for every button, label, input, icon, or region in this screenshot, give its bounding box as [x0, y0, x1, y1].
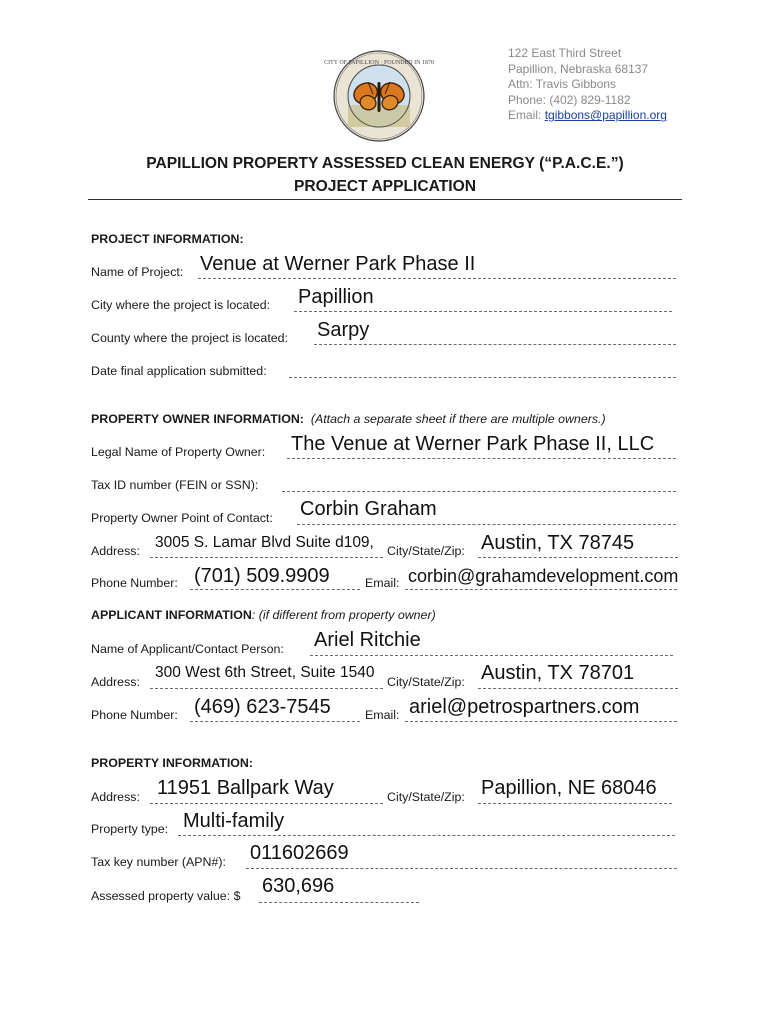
property-address-label: Address: — [91, 790, 140, 804]
property-address-field[interactable]: 11951 Ballpark Way — [157, 777, 334, 799]
assessed-value-line — [259, 902, 419, 903]
assessed-value-label: Assessed property value: $ — [91, 889, 241, 903]
project-county-field[interactable]: Sarpy — [317, 319, 370, 341]
address-line: 122 East Third Street — [508, 46, 622, 60]
applicant-csz-field[interactable]: Austin, TX 78701 — [481, 662, 635, 684]
owner-csz-label: City/State/Zip: — [387, 544, 465, 558]
assessed-value-field[interactable]: 630,696 — [262, 875, 335, 897]
project-county-line — [314, 344, 676, 345]
email-label: Email: — [508, 108, 545, 123]
owner-contact-label: Property Owner Point of Contact: — [91, 511, 273, 525]
property-type-field[interactable]: Multi-family — [183, 810, 285, 832]
owner-heading-text: PROPERTY OWNER INFORMATION: — [91, 412, 304, 426]
city-seal-logo — [324, 50, 434, 142]
owner-email-field[interactable]: corbin@grahamdevelopment.com — [408, 566, 679, 586]
property-csz-field[interactable]: Papillion, NE 68046 — [481, 777, 657, 799]
applicant-name-field[interactable]: Ariel Ritchie — [314, 629, 421, 651]
applicant-heading-text: APPLICANT INFORMATION — [91, 608, 252, 622]
owner-section-heading — [91, 412, 606, 426]
applicant-phone-field[interactable]: (469) 623-7545 — [194, 696, 331, 718]
owner-contact-field[interactable]: Corbin Graham — [300, 498, 437, 520]
project-name-field[interactable]: Venue at Werner Park Phase II — [200, 253, 476, 275]
owner-legal-name-line — [287, 458, 676, 459]
applicant-address-label: Address: — [91, 675, 140, 689]
tax-key-line — [246, 868, 677, 869]
property-address-line — [150, 803, 383, 804]
owner-legal-name-label: Legal Name of Property Owner: — [91, 445, 266, 459]
applicant-phone-line — [190, 721, 360, 722]
owner-contact-line — [297, 524, 676, 525]
project-name-label: Name of Project: — [91, 265, 184, 279]
applicant-address-field[interactable]: 300 West 6th Street, Suite 1540 — [155, 664, 375, 681]
property-type-line — [178, 835, 675, 836]
email-line — [508, 108, 667, 124]
applicant-name-line — [310, 655, 673, 656]
applicant-csz-label: City/State/Zip: — [387, 675, 465, 689]
contact-email-link[interactable]: tgibbons@papillion.org — [544, 108, 667, 123]
tax-key-field[interactable]: 011602669 — [250, 842, 349, 864]
contact-address-block — [508, 46, 667, 124]
tax-id-label: Tax ID number (FEIN or SSN): — [91, 478, 259, 492]
owner-email-label: Email: — [365, 576, 400, 590]
property-type-label: Property type: — [91, 822, 169, 836]
project-city-line — [294, 311, 672, 312]
project-county-label: County where the project is located: — [91, 331, 288, 345]
tax-key-label: Tax key number (APN#): — [91, 855, 226, 869]
applicant-address-line — [150, 688, 383, 689]
address-line: Attn: Travis Gibbons — [508, 77, 617, 92]
owner-address-field[interactable]: 3005 S. Lamar Blvd Suite d109, — [155, 534, 374, 551]
project-section-heading: PROJECT INFORMATION: — [91, 232, 244, 246]
project-city-label: City where the project is located: — [91, 298, 271, 312]
applicant-heading-note: : (if different from property owner) — [251, 608, 436, 622]
tax-id-line — [282, 491, 676, 492]
seal-text: CITY OF PAPILLION · FOUNDED IN 1870 — [324, 60, 434, 66]
date-submitted-label: Date final application submitted: — [91, 364, 267, 378]
applicant-section-heading — [91, 608, 436, 622]
property-section-heading: PROPERTY INFORMATION: — [91, 756, 253, 770]
property-csz-line — [478, 803, 672, 804]
applicant-email-field[interactable]: ariel@petrospartners.com — [409, 696, 640, 718]
address-line: Papillion, Nebraska 68137 — [508, 61, 649, 76]
title-divider — [88, 199, 682, 200]
applicant-email-label: Email: — [365, 708, 400, 722]
owner-phone-line — [190, 589, 360, 590]
owner-heading-note: (Attach a separate sheet if there are multiple owners.) — [310, 412, 606, 426]
owner-address-label: Address: — [91, 544, 140, 558]
document-title: PAPILLION PROPERTY ASSESSED CLEAN ENERGY (“P.A.C.E.”) — [146, 155, 624, 172]
owner-legal-name-field[interactable]: The Venue at Werner Park Phase II, LLC — [291, 433, 655, 455]
address-line: Phone: (402) 829-1182 — [508, 92, 631, 107]
applicant-csz-line — [478, 688, 678, 689]
date-submitted-line — [289, 377, 676, 378]
project-city-field[interactable]: Papillion — [298, 286, 374, 308]
owner-phone-label: Phone Number: — [91, 576, 178, 590]
owner-csz-line — [478, 557, 678, 558]
owner-email-line — [405, 589, 677, 590]
applicant-email-line — [405, 721, 677, 722]
owner-csz-field[interactable]: Austin, TX 78745 — [481, 532, 635, 554]
owner-address-line — [150, 557, 383, 558]
document-subtitle: PROJECT APPLICATION — [294, 178, 476, 195]
owner-phone-field[interactable]: (701) 509.9909 — [194, 565, 330, 587]
applicant-phone-label: Phone Number: — [91, 708, 178, 722]
property-csz-label: City/State/Zip: — [387, 790, 465, 804]
project-name-line — [198, 278, 676, 279]
applicant-name-label: Name of Applicant/Contact Person: — [91, 642, 284, 656]
